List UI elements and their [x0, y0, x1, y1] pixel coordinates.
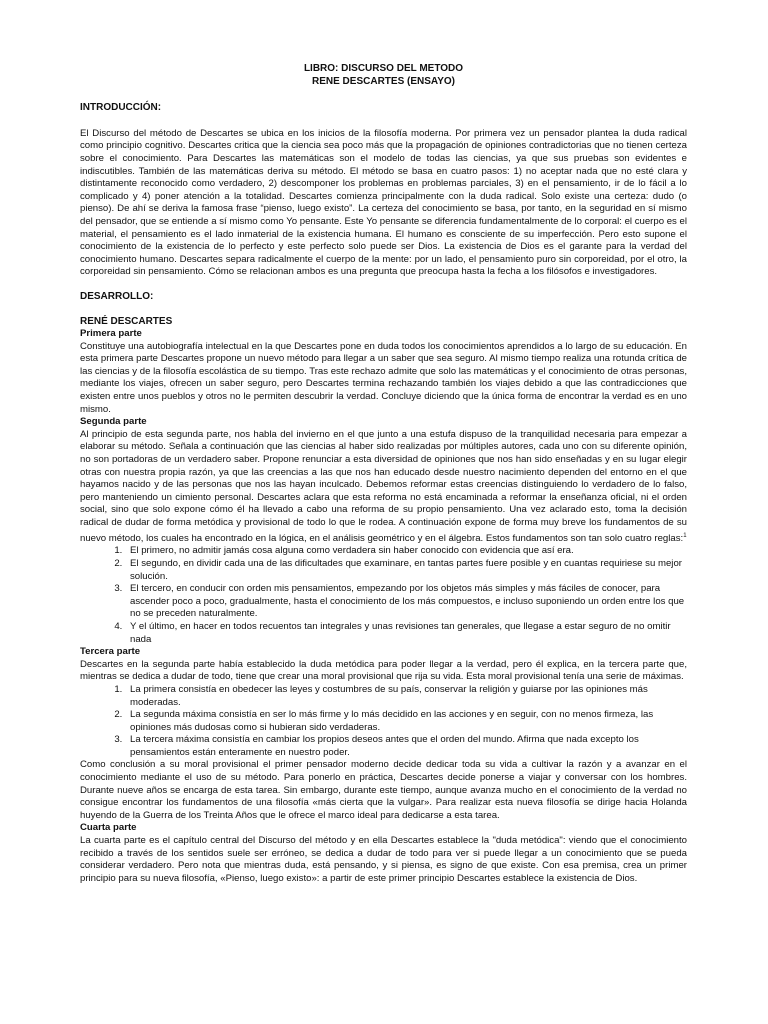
part-paragraph-cuarta: La cuarta parte es el capítulo central del Discurso del método y en ella Descartes establece la "duda metódica": viendo que el conocimiento recibido a través de los sentidos suele ser erróneo, se dedica a dudar de todo para ver si puede llegar a un conocimiento que se pueda considerar verdadero. Pero nota que mientras duda, está pensando, y si piensa, es signo de que existe. Con esa premisa, crea un primer principio para su nueva filosofía, «Pienso, luego existo»: a partir de este primer principio Descartes establece la existencia de Dios. [80, 835, 687, 884]
list-item: 1. El primero, no admitir jamás cosa alguna como verdadera sin haber conocido con evidencia que así era. [125, 545, 687, 558]
footnote-marker: 1 [683, 532, 687, 539]
part-heading-segunda: Segunda parte [80, 416, 147, 428]
section-heading-desarrollo: DESARROLLO: [80, 290, 154, 302]
part-paragraph-primera: Constituye una autobiografía intelectual en la que Descartes pone en duda todos los conocimientos aprendidos a lo largo de su educación. En esta primera parte Descartes propone un nuevo método para llegar a un saber que sea seguro. Al mismo tiempo realiza una rotunda crítica de las ciencias y de la filosofía escolástica de su tiempo. Tras este rechazo admite que solo las matemáticas y el conocimiento de otras personas, mediante los viajes, ofrecen un saber seguro, pero Descartes termina rechazando también los viajes debido a que las contradicciones que existen entre unos pueblos y otros no le permiten descubrir la verdad. Concluye diciendo que la única forma de encontrar la verdad es en uno mismo. [80, 340, 687, 415]
list-item: 2. La segunda máxima consistía en ser lo más firme y lo más decidido en las acciones y en seguir, con no menos firmeza, las opiniones más dudosas como si hubieran sido verdaderas. [125, 709, 687, 734]
part-heading-primera: Primera parte [80, 328, 142, 340]
list-item: 3. La tercera máxima consistía en cambiar los propios deseos antes que el orden del mundo. Afirma que nada excepto los pensamientos están enteramente en nuestro poder. [125, 734, 687, 759]
part-paragraph-tercera: Descartes en la segunda parte había establecido la duda metódica para poder llegar a la verdad, pero él explica, en la tercera parte que, mientras se dedica a dudar de todo, tiene que crear una moral provisional que rija su vida. Esta moral provisional tenía una serie de máximas. [80, 658, 687, 683]
author-heading: RENÉ DESCARTES [80, 315, 173, 327]
list-item: 4. Y el último, en hacer en todos recuentos tan integrales y unas revisiones tan generales, que llegase a estar seguro de no omitir nada [125, 621, 687, 646]
part-heading-tercera: Tercera parte [80, 646, 141, 658]
rules-list [80, 545, 687, 646]
document-subtitle: RENE DESCARTES (ENSAYO) [312, 75, 455, 87]
list-item: 2. El segundo, en dividir cada una de las dificultades que examinare, en tantas partes fuere posible y en cuantas requiriese su mejor solución. [125, 558, 687, 583]
list-item: 1. La primera consistía en obedecer las leyes y costumbres de su país, conservar la religión y guiarse por las opiniones más moderadas. [125, 684, 687, 709]
document-title: LIBRO: DISCURSO DEL METODO [303, 63, 464, 74]
part-paragraph-tercera-conclusion: Como conclusión a su moral provisional el primer pensador moderno decide dedicar toda su vida a cultivar la razón y a avanzar en el conocimiento mediante el uso de su método. Para ponerlo en práctica, Descartes decide ponerse a viajar y conversar con los hombres. Durante nueve años se encarga de esta tarea. Sin embargo, durante este tiempo, aunque avanza mucho en el conocimiento de la verdad no consigue encontrar los fundamentos de una filosofía «más cierta que la vulgar». Para realizar esta nueva filosofía se dirige hacia Holanda huyendo de la Guerra de los Treinta Años que le ofrece el marco ideal para dedicarse a esta tarea. [80, 759, 687, 821]
intro-paragraph: El Discurso del método de Descartes se ubica en los inicios de la filosofía moderna. Por primera vez un pensador plantea la duda radical como principio cognitivo. Descartes critica que la ciencia sea poco más que la propagación de opiniones contradictorias que no tienen certeza sobre el conocimiento. Para Descartes las matemáticas son el modelo de todas las ciencias, ya que sus pruebas son evidentes e indiscutibles. También de las matemáticas deriva su método. El método se basa en cuatro pasos: 1) no aceptar nada que no esté clara y distintamente reconocido como verdadero, 2) descomponer los problemas en problemas parciales, 3) en el pensamiento, ir de lo fácil a lo complicado y 4) poner atención a la totalidad. Descartes comienza principalmente con la duda radical. Solo existe una certeza: dudo (o pienso). De ahí se deriva la famosa frase “pienso, luego existo”. La certeza del conocimiento se basa, por tanto, en la seguridad en sí mismo del pensador, que se entiende a sí mismo como Yo pensante. Este Yo pensante se diferencia fundamentalmente de lo corporal: el cuerpo es el material, el pensamiento es el lado inmaterial de la existencia humana. El humano es consciente de su imperfección. Pero esto supone el conocimiento de la existencia de lo perfecto y este perfecto solo puede ser Dios. La existencia de Dios es el garante para la verdad del conocimiento humano. Descartes separa radicalmente el cuerpo de la mente: por un lado, el pensamiento puro sin corporeidad, por el otro, la corporeidad sin pensamiento. Cómo se relacionan ambos es una pregunta que preocupa hasta la fecha a los filósofos e investigadores. [80, 127, 687, 278]
segunda-text: Al principio de esta segunda parte, nos habla del invierno en el que junto a una estufa dispuso de la tranquilidad necesaria para empezar a elaborar su método. Señala a continuación que las ciencias al haber sido realizadas por múltiples autores, cada uno con su diferente opinión, no son portadoras de un verdadero saber. Propone renunciar a esta diversidad de opiniones que nos han sido enseñadas y en su lugar elegir otras con nuestra propia razón, ya que las creencias a las que nos han educado desde nuestro nacimiento dependen del entorno en el que hayamos nacido y de las personas que nos las hayan inculcado. Debemos reformar estas creencias distinguiendo lo verdadero de lo falso, pero manteniendo un cimiento personal. Descartes aclara que esta reforma no está encaminada a reformar la enseñanza oficial, ni el orden social, sino que solo expone cómo él ha llevado a cabo una reforma de su propio pensamiento. Una vez aclarado esto, toma la decisión radical de dudar de forma metódica y provisional de todo lo que le rodea. A continuación expone de forma muy breve los fundamentos de su nuevo método, los cuales ha encontrado en la lógica, en el análisis geométrico y en el álgebra. Estos fundamentos son tan solo cuatro reglas: [80, 428, 687, 544]
part-paragraph-segunda [80, 429, 687, 546]
part-heading-cuarta: Cuarta parte [80, 822, 137, 834]
section-heading-introduccion: INTRODUCCIÓN: [80, 102, 162, 114]
list-item: 3. El tercero, en conducir con orden mis pensamientos, empezando por los objetos más simples y más fáciles de conocer, para ascender poco a poco, gradualmente, hasta el conocimiento de los más compuestos, e incluso suponiendo un orden entre los que no se preceden naturalmente. [125, 583, 687, 621]
maxims-list [80, 684, 687, 760]
